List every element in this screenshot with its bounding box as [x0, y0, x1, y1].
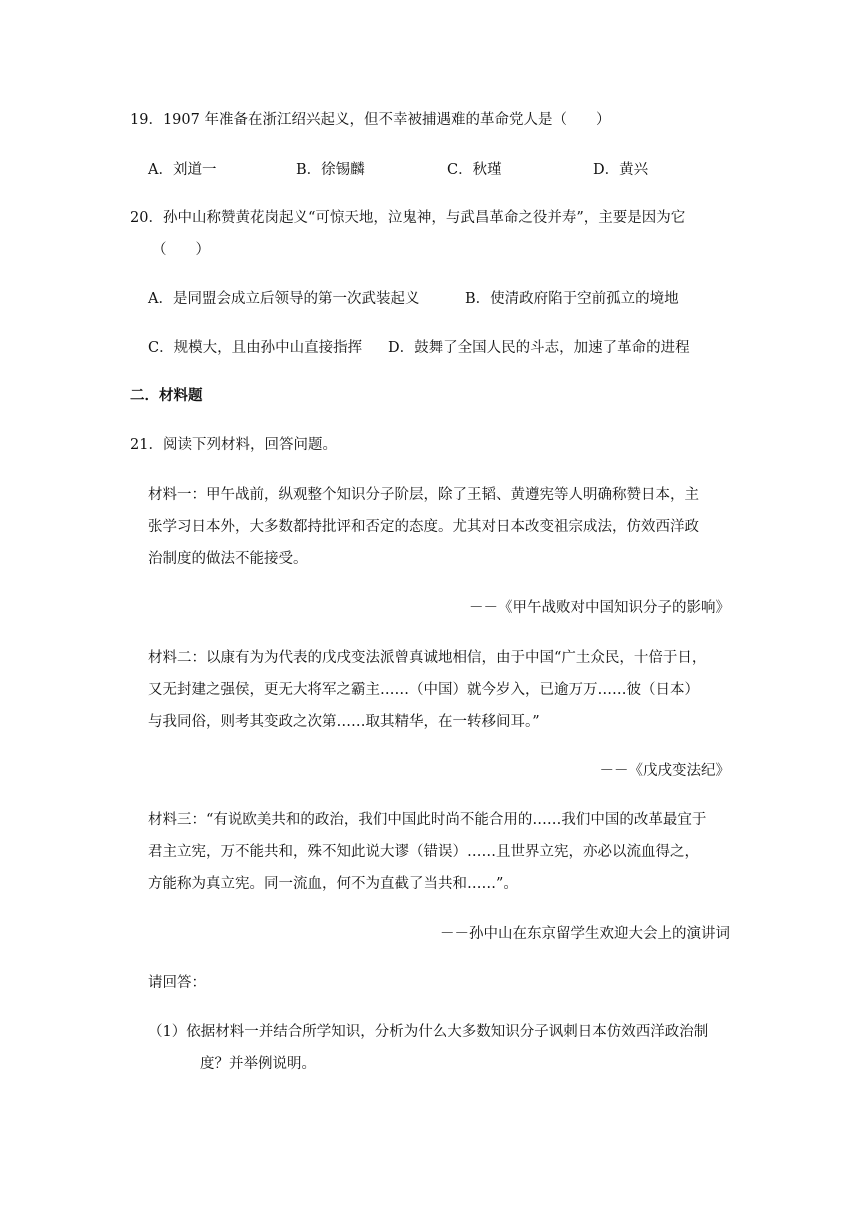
q19-option-a: A．刘道一	[148, 162, 217, 178]
q19-stem: 19．1907 年准备在浙江绍兴起义，但不幸被捕遇难的革命党人是（ ）	[130, 112, 611, 128]
sub-question-1-line2: 度？并举例说明。	[200, 1056, 316, 1072]
q20-option-a: A．是同盟会成立后领导的第一次武装起义	[148, 291, 420, 307]
q20-stem-line2: （ ）	[152, 242, 210, 258]
material3-line3: 方能称为真立宪。同一流血，何不为直截了当共和……”。	[148, 876, 518, 892]
q20-option-b: B．使清政府陷于空前孤立的境地	[465, 291, 679, 307]
material3-line1: 材料三：“有说欧美共和的政治，我们中国此时尚不能合用的……我们中国的改革最宜于	[148, 812, 707, 828]
q19-option-b: B．徐锡麟	[296, 162, 365, 178]
q19-option-d: D．黄兴	[593, 162, 649, 178]
answer-prompt: 请回答：	[148, 975, 206, 991]
section-title: 二．材料题	[130, 387, 203, 404]
q19-option-c: C．秋瑾	[447, 162, 502, 178]
material2-line2: 又无封建之强侯，更无大将军之霸主……（中国）就今岁入，已逾万万……彼（日本）	[148, 682, 699, 698]
material3-source: －－孙中山在东京留学生欢迎大会上的演讲词	[440, 926, 730, 942]
material1-source: －－《甲午战败对中国知识分子的影响》	[469, 600, 730, 616]
material2-line3: 与我同俗，则考其变政之次第……取其精华，在一转移间耳。”	[148, 714, 540, 730]
q21-stem: 21．阅读下列材料，回答问题。	[130, 437, 337, 453]
material2-source: －－《戊戌变法纪》	[599, 763, 730, 779]
q20-option-d: D．鼓舞了全国人民的斗志，加速了革命的进程	[388, 340, 690, 356]
material1-line3: 治制度的做法不能接受。	[148, 551, 308, 567]
material1-line1: 材料一：甲午战前，纵观整个知识分子阶层，除了王韬、黄遵宪等人明确称赞日本，主	[148, 487, 699, 503]
material2-line1: 材料二：以康有为为代表的戊戌变法派曾真诚地相信，由于中国“广土众民，十倍于日，	[148, 650, 707, 666]
material3-line2: 君主立宪，万不能共和，殊不知此说大谬（错误）……且世界立宪，亦必以流血得之，	[148, 844, 699, 860]
material1-line2: 张学习日本外，大多数都持批评和否定的态度。尤其对日本改变祖宗成法，仿效西洋政	[148, 519, 699, 535]
sub-question-1-line1: （1）依据材料一并结合所学知识，分析为什么大多数知识分子讽刺日本仿效西洋政治制	[148, 1024, 709, 1040]
q20-stem-line1: 20．孙中山称赞黄花岗起义“可惊天地，泣鬼神，与武昌革命之役并寿”，主要是因为它	[130, 210, 686, 226]
q20-option-c: C．规模大，且由孙中山直接指挥	[148, 340, 363, 356]
